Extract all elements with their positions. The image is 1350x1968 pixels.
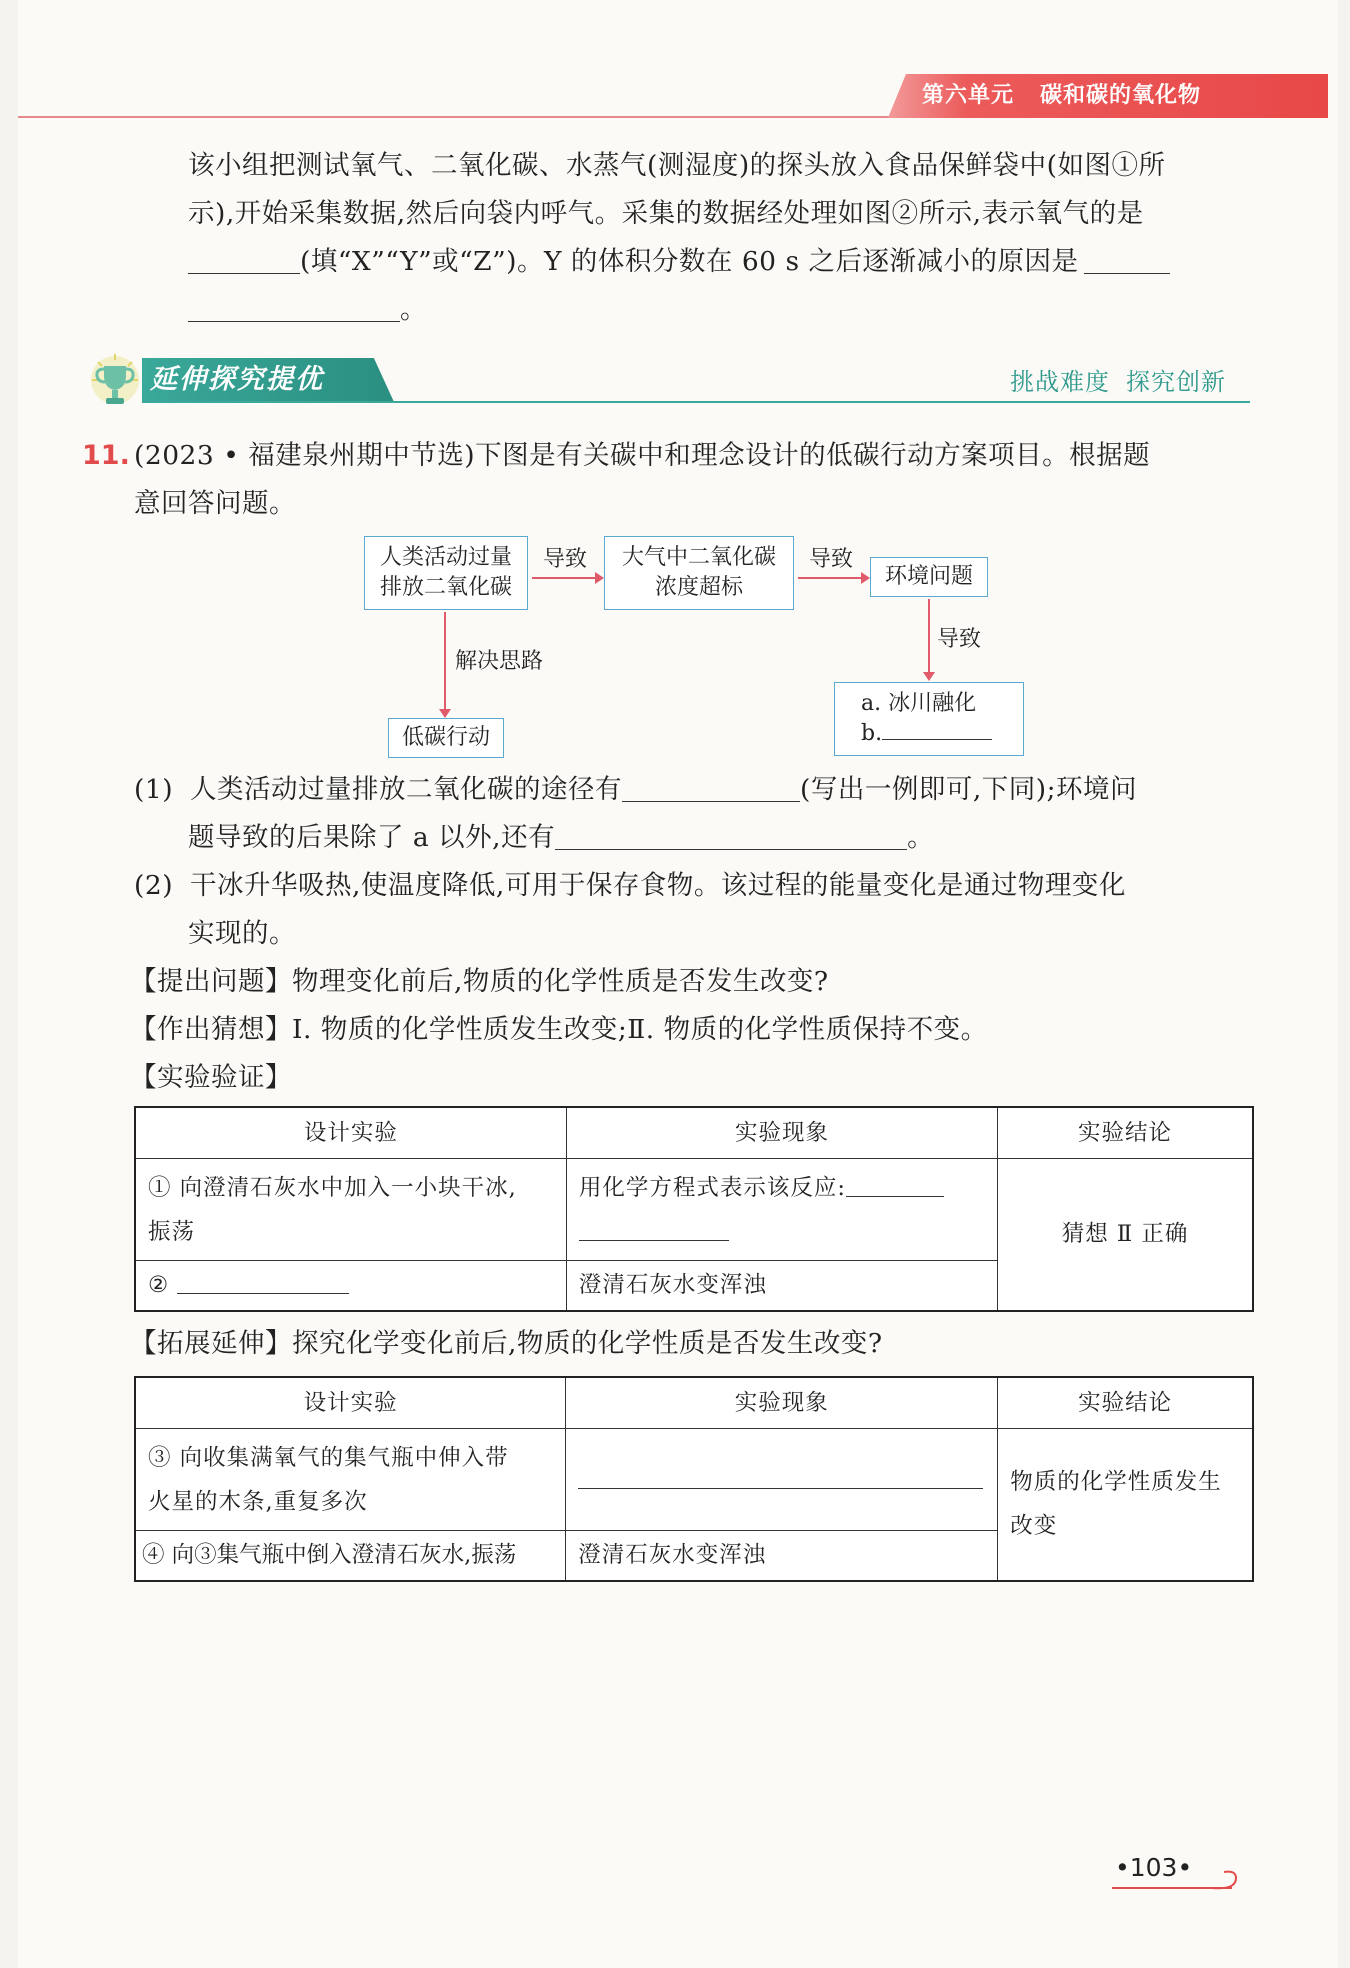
table-2-conclusion-line-2: 改变 bbox=[1010, 1513, 1058, 1540]
table-2-header-design: 设计实验 bbox=[135, 1377, 566, 1429]
table-1-r1-phenomenon-line-2 bbox=[579, 1210, 985, 1254]
intro-line-3 bbox=[188, 238, 1170, 286]
table-1-r1-design-line-1: ① 向澄清石灰水中加入一小块干冰, bbox=[148, 1174, 517, 1201]
sub1-line-1 bbox=[134, 766, 1137, 814]
answer-blank-reason-b[interactable] bbox=[188, 291, 400, 322]
answer-blank-xyz[interactable] bbox=[188, 243, 300, 274]
table-2-r1-phenomenon bbox=[566, 1429, 998, 1531]
table-2-r1-design-line-1: ③ 向收集满氧气的集气瓶中伸入带 bbox=[148, 1444, 509, 1471]
flow-box-environment bbox=[870, 557, 988, 597]
flow-box-co2-excess bbox=[604, 536, 794, 610]
table-header-row bbox=[135, 1107, 1253, 1159]
header-unit: 第六单元 bbox=[922, 83, 1015, 108]
table-1-r1-design-line-2: 振荡 bbox=[148, 1218, 196, 1245]
table-2-header-conclusion: 实验结论 bbox=[998, 1377, 1253, 1429]
sub1-text-a: 人类活动过量排放二氧化碳的途径有 bbox=[189, 774, 622, 805]
intro-line-2: 示),开始采集数据,然后向袋内呼气。采集的数据经处理如图②所示,表示氧气的是 bbox=[188, 198, 1144, 229]
sub2-line-1 bbox=[134, 862, 1126, 910]
intro-line-1: 该小组把测试氧气、二氧化碳、水蒸气(测湿度)的探头放入食品保鲜袋中(如图①所 bbox=[188, 150, 1166, 181]
table-row bbox=[135, 1159, 1253, 1261]
sub1-text-c: 题导致的后果除了 a 以外,还有 bbox=[188, 822, 556, 853]
answer-blank-flow-b[interactable] bbox=[882, 723, 992, 740]
answer-blank-consequence[interactable] bbox=[555, 819, 907, 850]
sub1-number: (1) bbox=[134, 774, 174, 805]
flow-box-2-line-1: 大气中二氧化碳 bbox=[621, 545, 776, 570]
hypothesis: 【作出猜想】Ⅰ. 物质的化学性质发生改变;Ⅱ. 物质的化学性质保持不变。 bbox=[130, 1014, 988, 1045]
table-1-conclusion: 猜想 Ⅱ 正确 bbox=[998, 1159, 1253, 1311]
flow-box-5-item-a: a. 冰川融化 bbox=[861, 691, 977, 716]
flow-label-cause-2: 导致 bbox=[809, 547, 854, 572]
table-row bbox=[135, 1429, 1253, 1531]
table-1-equation-prompt: 用化学方程式表示该反应: bbox=[578, 1174, 846, 1201]
table-1-header-conclusion: 实验结论 bbox=[998, 1107, 1253, 1159]
flow-label-cause-3: 导致 bbox=[937, 627, 982, 652]
flow-box-1-line-1: 人类活动过量 bbox=[379, 545, 512, 570]
page-number: •103• bbox=[1115, 1853, 1193, 1882]
intro-line-4 bbox=[188, 286, 427, 334]
section-tags bbox=[1010, 362, 1226, 402]
table-1-r1-design bbox=[135, 1159, 566, 1261]
answer-blank-reason-a[interactable] bbox=[1084, 243, 1170, 274]
table-1-r1-phenomenon bbox=[566, 1159, 997, 1261]
flow-box-3-text: 环境问题 bbox=[884, 564, 973, 589]
table-2-r1-design bbox=[135, 1429, 566, 1531]
sub1-line-2 bbox=[188, 814, 934, 862]
table-1-r2-design bbox=[135, 1261, 566, 1311]
intro-line-3-text: (填“X”“Y”或“Z”)。Y 的体积分数在 60 s 之后逐渐减小的原因是 bbox=[300, 246, 1079, 277]
table-2-r2-design: ④ 向③集气瓶中倒入澄清石灰水,振荡 bbox=[135, 1531, 566, 1581]
answer-blank-phenomenon-3[interactable] bbox=[578, 1462, 983, 1489]
table-1-r2-phenomenon: 澄清石灰水变浑浊 bbox=[566, 1261, 997, 1311]
flow-arrow-3 bbox=[928, 599, 930, 679]
q11-line-1: (2023 • 福建泉州期中节选)下图是有关碳中和理念设计的低碳行动方案项目。根据题 bbox=[134, 440, 1151, 471]
table-2-conclusion-line-1: 物质的化学性质发生 bbox=[1010, 1469, 1222, 1496]
footer-curl-icon bbox=[1210, 1866, 1240, 1892]
table-2-r1-design-line-2: 火星的木条,重复多次 bbox=[148, 1488, 368, 1515]
sub2-number: (2) bbox=[134, 870, 174, 901]
answer-blank-design-2[interactable] bbox=[177, 1267, 349, 1294]
intro-line-4-end: 。 bbox=[400, 294, 427, 325]
experiment-table-1 bbox=[134, 1106, 1254, 1312]
extend-heading: 【拓展延伸】探究化学变化前后,物质的化学性质是否发生改变? bbox=[130, 1328, 883, 1359]
flow-label-solution: 解决思路 bbox=[455, 649, 544, 674]
answer-blank-equation-b[interactable] bbox=[579, 1214, 729, 1241]
question-number: 11. bbox=[82, 440, 130, 471]
answer-blank-emission-route[interactable] bbox=[622, 771, 800, 802]
table-1-r2-label: ② bbox=[148, 1272, 170, 1299]
flow-box-5-item-b bbox=[861, 719, 1023, 749]
header-topic: 碳和碳的氧化物 bbox=[1040, 83, 1202, 108]
experiment-table-2 bbox=[134, 1376, 1254, 1582]
trophy-icon bbox=[84, 352, 146, 414]
flow-box-1-line-2: 排放二氧化碳 bbox=[379, 575, 512, 600]
table-1-header-design: 设计实验 bbox=[135, 1107, 566, 1159]
flow-box-low-carbon bbox=[388, 718, 504, 758]
q11-line-2: 意回答问题。 bbox=[134, 488, 296, 519]
flow-box-consequences bbox=[834, 682, 1024, 756]
flow-box-4-text: 低碳行动 bbox=[401, 725, 490, 750]
table-2-conclusion bbox=[998, 1429, 1253, 1581]
table-header-row bbox=[135, 1377, 1253, 1429]
flow-box-5-b-label: b. bbox=[861, 721, 883, 746]
table-1-header-phenomenon: 实验现象 bbox=[566, 1107, 997, 1159]
flow-label-cause-1: 导致 bbox=[543, 547, 588, 572]
section-tag-innovate: 探究创新 bbox=[1126, 368, 1226, 396]
raise-question: 【提出问题】物理变化前后,物质的化学性质是否发生改变? bbox=[130, 966, 829, 997]
sub1-text-d: 。 bbox=[907, 822, 935, 853]
flow-arrow-1 bbox=[532, 577, 602, 579]
section-tag-challenge: 挑战难度 bbox=[1010, 368, 1110, 396]
header-title bbox=[922, 79, 1201, 113]
section-title: 延伸探究提优 bbox=[150, 364, 324, 395]
sub2-text-a: 干冰升华吸热,使温度降低,可用于保存食物。该过程的能量变化是通过物理变化 bbox=[189, 870, 1126, 901]
sub2-line-2: 实现的。 bbox=[188, 918, 296, 949]
sub1-text-b: (写出一例即可,下同);环境问 bbox=[799, 774, 1138, 805]
answer-blank-equation-a[interactable] bbox=[846, 1170, 944, 1197]
table-2-header-phenomenon: 实验现象 bbox=[566, 1377, 998, 1429]
table-1-r1-phenomenon-line-1 bbox=[579, 1166, 985, 1210]
flow-box-human-emission bbox=[364, 536, 528, 610]
verify-heading: 【实验验证】 bbox=[130, 1062, 292, 1093]
flow-arrow-2 bbox=[798, 577, 868, 579]
flow-box-2-line-2: 浓度超标 bbox=[654, 575, 743, 600]
flow-arrow-4 bbox=[444, 612, 446, 716]
table-2-r2-phenomenon: 澄清石灰水变浑浊 bbox=[566, 1531, 998, 1581]
